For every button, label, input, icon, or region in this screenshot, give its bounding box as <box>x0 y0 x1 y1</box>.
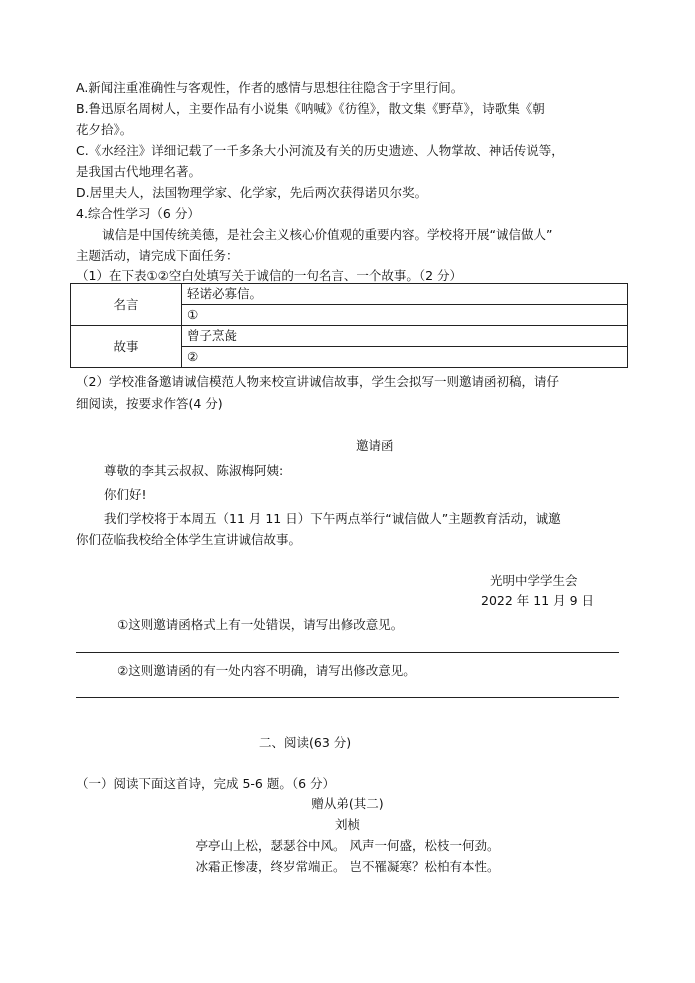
question-4-title: 4.综合性学习（6 分） <box>76 206 200 221</box>
task-2-prompt-line1: （2）学校准备邀请诚信模范人物来校宣讲诚信故事，学生会拟写一则邀请函初稿，请仔 <box>76 374 559 389</box>
poem-line-1: 亭亭山上松，瑟瑟谷中风。 风声一何盛，松枝一何劲。 <box>195 838 500 853</box>
letter-date: 2022 年 11 月 9 日 <box>481 593 595 608</box>
sub-question-1: ①这则邀请函格式上有一处错误，请写出修改意见。 <box>117 617 404 632</box>
quote-answer-blank[interactable]: ① <box>182 305 628 326</box>
story-label: 故事 <box>71 326 182 368</box>
answer-line-1[interactable] <box>76 652 619 653</box>
quote-story-table <box>70 283 628 368</box>
poem-title: 赠从弟(其二) <box>311 796 384 811</box>
story-answer-blank[interactable]: ② <box>182 347 628 368</box>
option-c-line1: C.《水经注》详细记载了一千多条大小河流及有关的历史遗迹、人物掌故、神话传说等， <box>76 143 564 158</box>
question-4-intro-line2: 主题活动，请完成下面任务： <box>76 248 239 263</box>
sub-question-2: ②这则邀请函的有一处内容不明确，请写出修改意见。 <box>117 663 416 678</box>
answer-line-2[interactable] <box>76 697 619 698</box>
table-row <box>71 326 628 347</box>
letter-body-line1: 我们学校将于本周五（11 月 11 日）下午两点举行“诚信做人”主题教育活动，诚邀 <box>104 511 561 526</box>
table-row <box>71 284 628 305</box>
question-4-intro-line1: 诚信是中国传统美德，是社会主义核心价值观的重要内容。学校将开展“诚信做人” <box>102 227 553 242</box>
poem-author: 刘桢 <box>334 817 360 832</box>
letter-salutation: 尊敬的李其云叔叔、陈淑梅阿姨: <box>104 463 284 478</box>
task-2-prompt-line2: 细阅读，按要求作答(4 分) <box>76 396 223 411</box>
letter-body-line2: 你们莅临我校给全体学生宣讲诚信故事。 <box>76 532 302 547</box>
letter-title: 邀请函 <box>356 438 394 453</box>
option-b-line1: B.鲁迅原名周树人，主要作品有小说集《呐喊》《彷徨》，散文集《野草》，诗歌集《朝 <box>76 101 545 116</box>
section-2-heading: 二、阅读(63 分) <box>259 735 352 750</box>
letter-greeting: 你们好! <box>104 487 147 502</box>
poem-line-2: 冰霜正惨凄，终岁常端正。 岂不罹凝寒？松柏有本性。 <box>195 859 500 874</box>
option-c-line2: 是我国古代地理名著。 <box>76 164 202 179</box>
part-1-instruction: （一）阅读下面这首诗，完成 5-6 题。（6 分） <box>76 776 336 791</box>
letter-signature: 光明中学学生会 <box>490 573 578 588</box>
quote-given: 轻诺必寡信。 <box>182 284 628 305</box>
story-given: 曾子烹彘 <box>182 326 628 347</box>
option-b-line2: 花夕拾》。 <box>76 122 133 137</box>
task-1-prompt: （1）在下表①②空白处填写关于诚信的一句名言、一个故事。（2 分） <box>76 268 463 283</box>
option-d: D.居里夫人，法国物理学家、化学家，先后两次获得诺贝尔奖。 <box>76 185 428 200</box>
option-a: A.新闻注重准确性与客观性，作者的感情与思想往往隐含于字里行间。 <box>76 80 464 95</box>
quote-label: 名言 <box>71 284 182 326</box>
